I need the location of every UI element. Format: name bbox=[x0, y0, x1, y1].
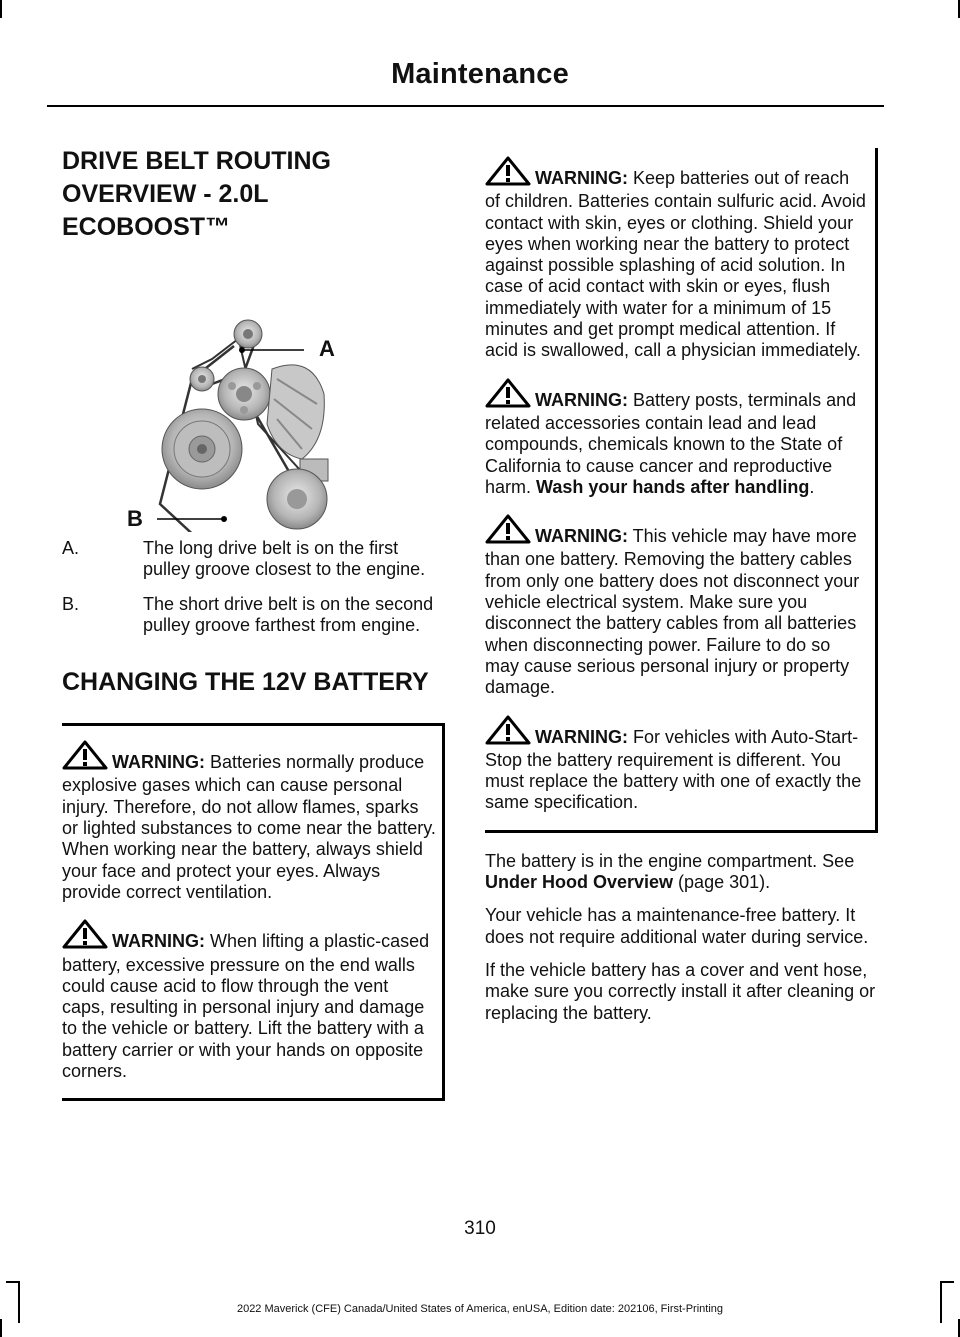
warning-triangle-icon bbox=[485, 715, 531, 750]
warning-text: This vehicle may have more than one battery. Removing the battery cables from only one battery does not disconnect your vehicle electrical system. Make sure you disconnect the battery cables from all batteries when disconnecting power. Failure to do so may cause serious personal injury or property damage. bbox=[485, 526, 860, 698]
section-title-line: DRIVE BELT ROUTING bbox=[62, 147, 331, 175]
list-item-text: The short drive belt is on the second pulley groove farthest from engine. bbox=[143, 593, 434, 635]
drive-belt-illustration bbox=[62, 254, 445, 532]
list-item-key: A. bbox=[62, 538, 80, 558]
warning-box bbox=[62, 723, 445, 1101]
crop-mark bbox=[0, 1319, 2, 1337]
warning-label: WARNING: bbox=[535, 726, 628, 747]
warning-triangle-icon bbox=[485, 156, 531, 191]
list-item-key: B. bbox=[62, 593, 80, 614]
warning-triangle-icon bbox=[62, 919, 108, 954]
alternator bbox=[267, 365, 324, 459]
warning-label: WARNING: bbox=[535, 389, 628, 410]
list-item bbox=[62, 538, 445, 581]
list-item bbox=[62, 594, 445, 637]
warning-text: When lifting a plastic-cased battery, excessive pressure on the end walls could cause acid to flow through the vent caps, resulting in personal injury and damage to the vehicle or battery. Lift the battery with a battery carrier or with your hands on opposite corners. bbox=[62, 931, 430, 1082]
warning-item bbox=[485, 514, 869, 698]
crop-mark bbox=[940, 1281, 954, 1283]
cross-reference-link[interactable]: Under Hood Overview bbox=[485, 872, 674, 893]
warning-triangle-icon bbox=[485, 378, 531, 413]
warning-box bbox=[485, 148, 878, 833]
footer-edition: 2022 Maverick (CFE) Canada/United States of America, enUSA, Edition date: 202106, First-Printing bbox=[236, 1303, 724, 1315]
paragraph-cover-vent: If the vehicle battery has a cover and vent hose, make sure you correctly install it after cleaning or replacing the battery. bbox=[485, 959, 876, 1023]
drive-belt-diagram bbox=[62, 254, 445, 532]
warning-item bbox=[62, 740, 436, 903]
list-item-text: The long drive belt is on the first pulley groove closest to the engine. bbox=[143, 538, 426, 580]
warning-text: For vehicles with Auto-Start-Stop the battery requirement is different. You must replace the battery with one of exactly the same specification. bbox=[485, 726, 862, 813]
warning-triangle-icon bbox=[62, 740, 108, 775]
warning-label: WARNING: bbox=[535, 526, 628, 547]
section-title-line: OVERVIEW - 2.0L bbox=[62, 180, 269, 208]
warning-item bbox=[485, 715, 869, 814]
warning-emphasis: Wash your hands after handling bbox=[536, 476, 810, 497]
section-title-changing-battery: CHANGING THE 12V BATTERY bbox=[62, 668, 429, 697]
callout-legend bbox=[62, 538, 445, 636]
paragraph-battery-location bbox=[485, 851, 878, 894]
warning-triangle-icon bbox=[485, 514, 531, 549]
warning-label: WARNING: bbox=[112, 752, 205, 773]
page-title: Maintenance bbox=[391, 58, 569, 90]
warning-item bbox=[485, 156, 869, 362]
callout-label-a: A bbox=[319, 336, 335, 361]
paragraph-text: (page 301). bbox=[673, 872, 771, 893]
page-number: 310 bbox=[464, 1218, 496, 1239]
warning-text: Batteries normally produce explosive gases which can cause personal injury. Therefore, do not allow flames, sparks or lighted substances to come near the battery. When working near the battery, always shield your face and protect your eyes. Always provide correct ventilation. bbox=[62, 752, 436, 902]
right-column bbox=[485, 148, 878, 1024]
left-column bbox=[62, 145, 445, 1101]
callout-label-b: B bbox=[127, 506, 143, 531]
paragraph-maintenance-free: Your vehicle has a maintenance-free battery. It does not require additional water during service. bbox=[485, 905, 869, 947]
warning-label: WARNING: bbox=[112, 931, 205, 952]
section-title-line: ECOBOOST™ bbox=[62, 213, 231, 241]
warning-item bbox=[62, 919, 436, 1082]
crop-mark bbox=[0, 0, 2, 18]
warning-text-end: . bbox=[809, 476, 815, 497]
warning-item bbox=[485, 378, 869, 498]
section-title-drive-belt bbox=[62, 145, 445, 244]
header-divider bbox=[47, 105, 884, 107]
paragraph-text: The battery is in the engine compartment. See bbox=[485, 850, 855, 871]
warning-text: Battery posts, terminals and related accessories contain lead and lead compounds, chemicals known to the State of California to cause cancer and reproductive harm. bbox=[485, 389, 857, 497]
warning-text: Keep batteries out of reach of children. Batteries contain sulfuric acid. Avoid contact with skin, eyes or clothing. Shield your eyes when working near the battery to protect against possible splashing of acid solution. In case of acid contact with skin or eyes, flush immediately with water for a minimum of 15 minutes and get prompt medical attention. If acid is swallowed, call a physician immediately. bbox=[485, 168, 866, 361]
warning-label: WARNING: bbox=[535, 168, 628, 188]
